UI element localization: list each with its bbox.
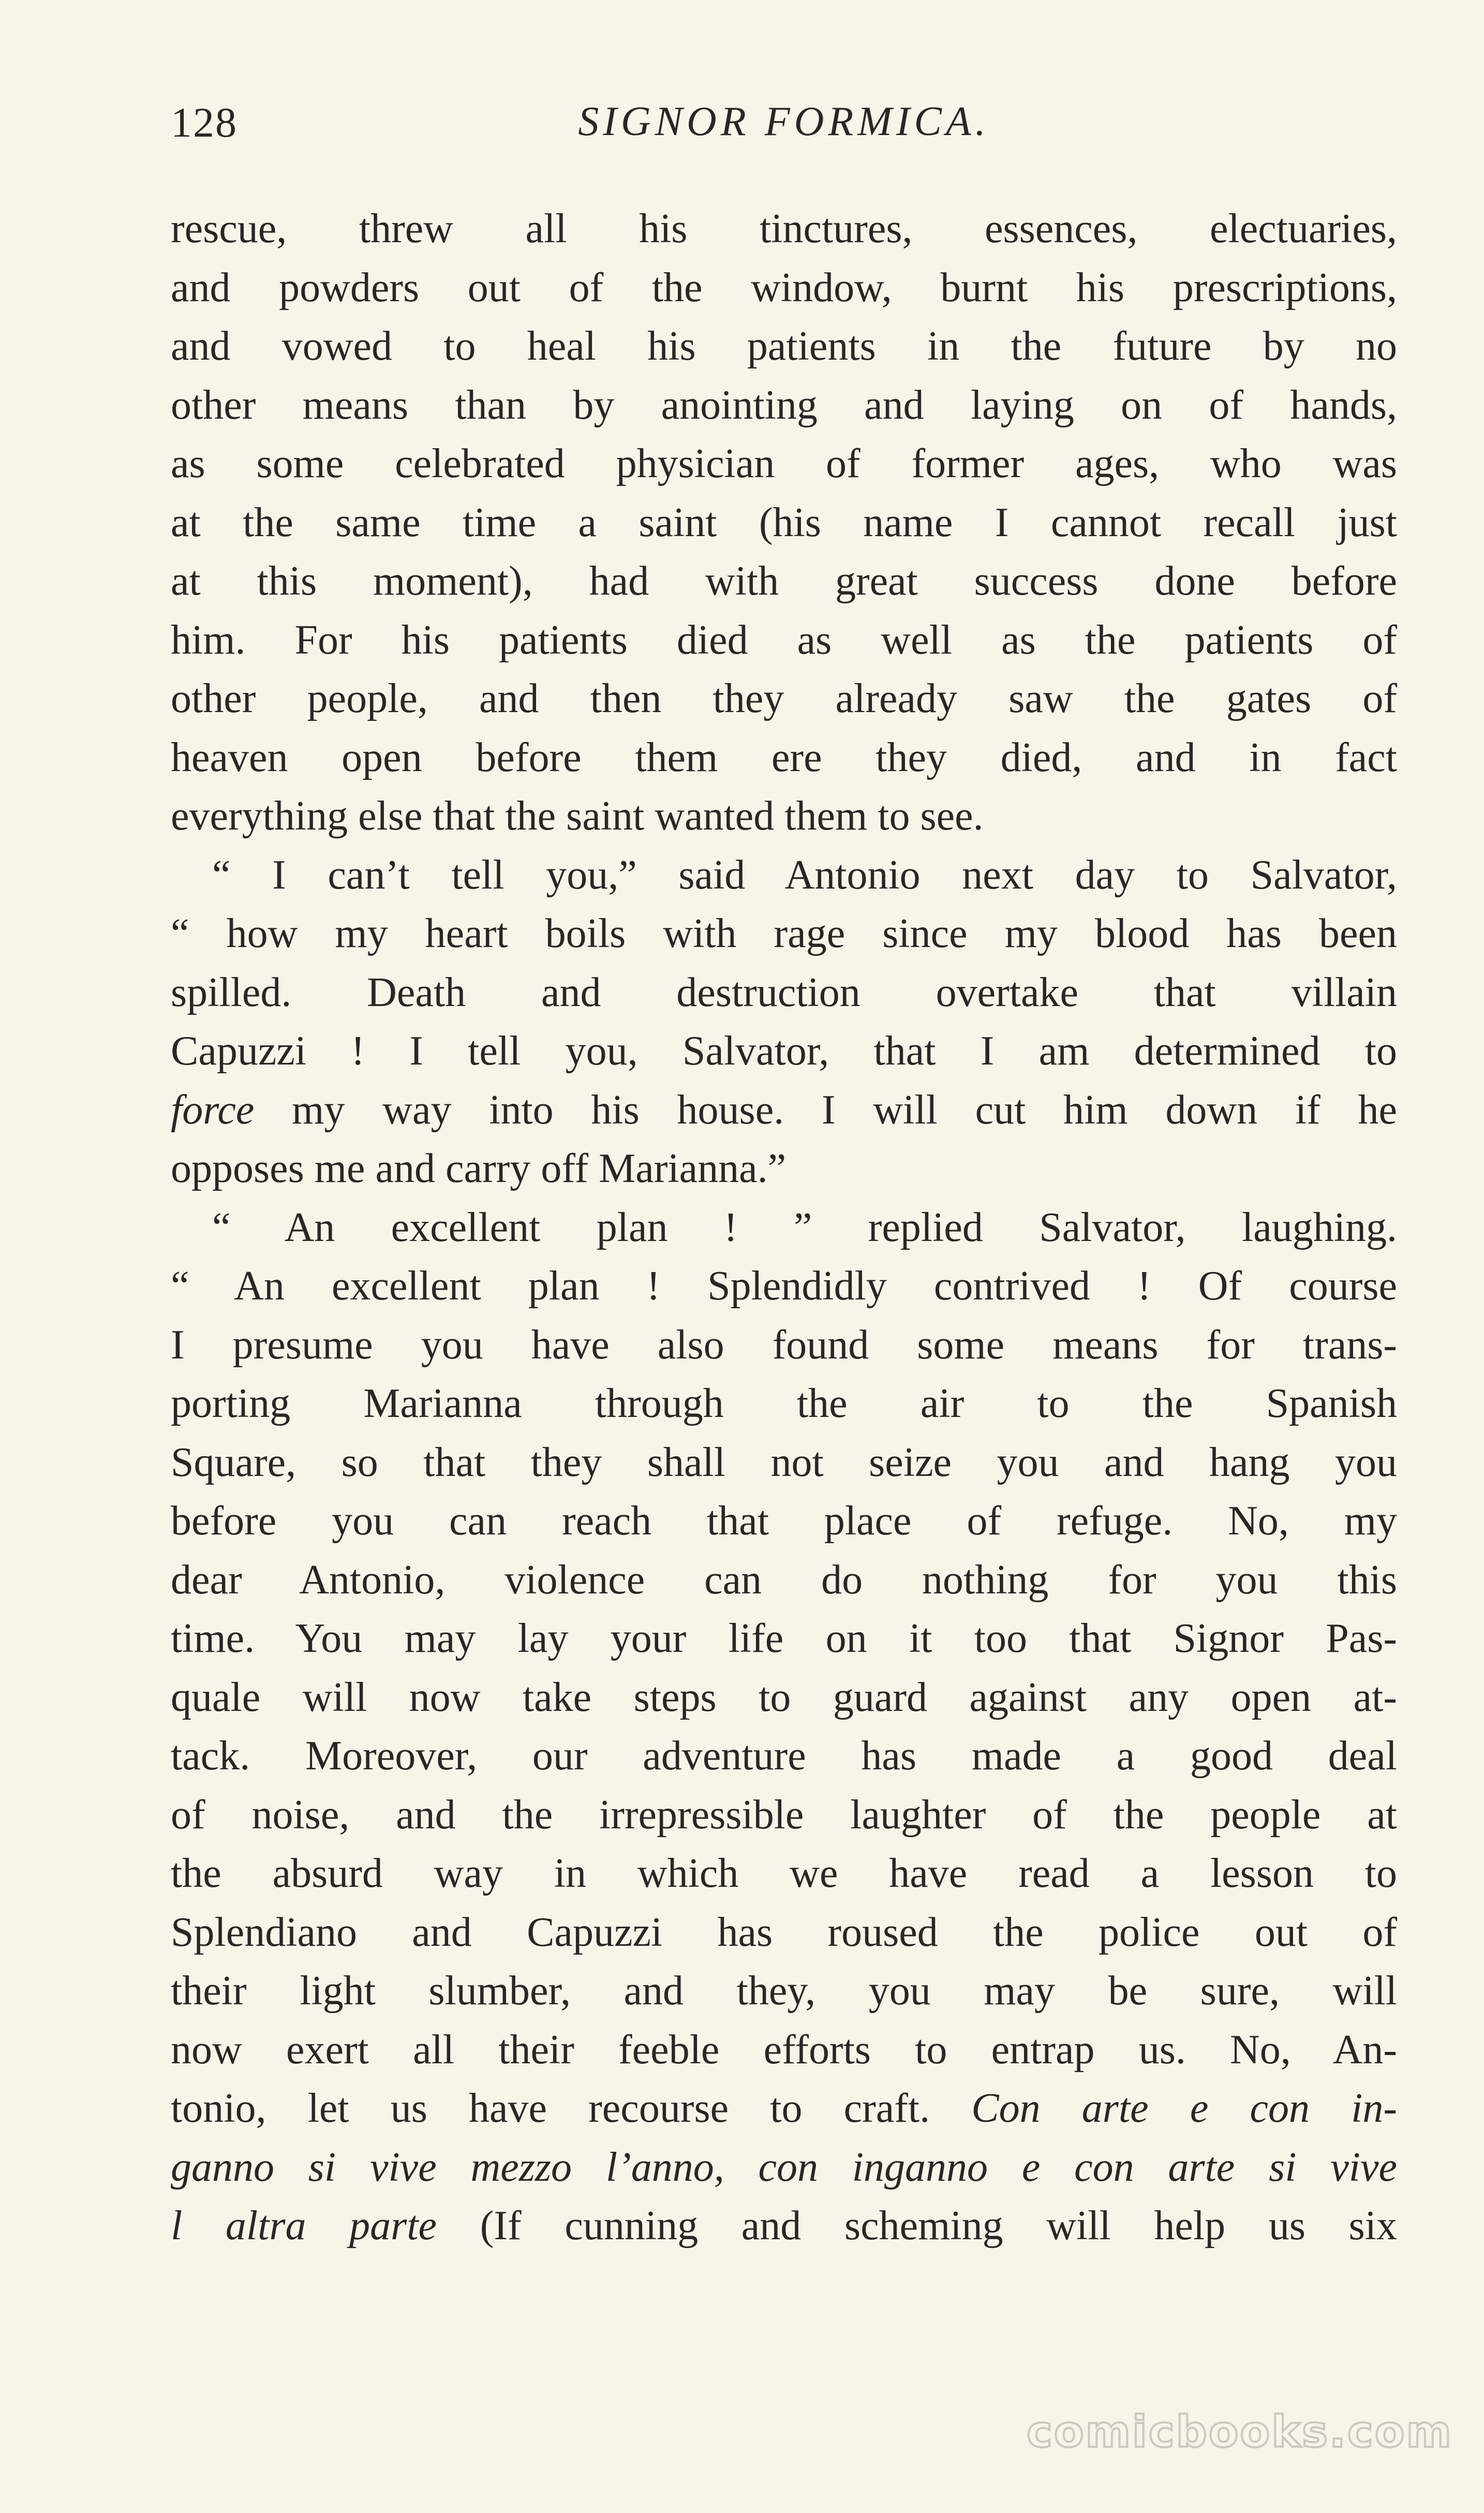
text-line: “ I can’t tell you,” said Antonio next day to Salvator,: [212, 852, 1397, 898]
italic-text: ganno si vive mezzo l’anno, con inganno e con arte si vive: [171, 2144, 1397, 2190]
text-line: at this moment), had with great success done before: [171, 558, 1397, 604]
watermark: comicbooks.com: [1027, 2406, 1453, 2457]
text-line: “ how my heart boils with rage since my blood has been: [171, 911, 1397, 956]
text-line: opposes me and carry off Marianna.”: [171, 1146, 786, 1191]
text-line: at the same time a saint (his name I cannot recall just: [171, 499, 1397, 545]
text-line: before you can reach that place of refuge. No, my: [171, 1498, 1397, 1544]
text-line: now exert all their feeble efforts to entrap us. No, An-: [171, 2027, 1397, 2073]
text-line: of noise, and the irrepressible laughter of the people at: [171, 1792, 1397, 1838]
text-line: him. For his patients died as well as the patients of: [171, 617, 1397, 663]
text-line: Square, so that they shall not seize you and hang you: [171, 1439, 1397, 1485]
italic-text: force: [171, 1087, 255, 1133]
text-line: tack. Moreover, our adventure has made a good deal: [171, 1733, 1397, 1779]
text-line: other means than by anointing and laying on of hands,: [171, 382, 1397, 428]
text-line: spilled. Death and destruction overtake that villain: [171, 969, 1397, 1015]
text-line: I presume you have also found some means for trans-: [171, 1322, 1397, 1368]
text-line: time. You may lay your life on it too that Signor Pas-: [171, 1616, 1397, 1661]
text-line: everything else that the saint wanted them to see.: [171, 793, 984, 839]
page-header: [171, 98, 1397, 160]
text-line: force my way into his house. I will cut him down if he: [171, 1087, 1397, 1133]
text-line: Capuzzi ! I tell you, Salvator, that I am determined to: [171, 1028, 1397, 1074]
running-title: SIGNOR FORMICA.: [578, 99, 990, 144]
text-line: and powders out of the window, burnt his prescriptions,: [171, 264, 1397, 311]
text-line: l altra parte (If cunning and scheming will help us six: [171, 2203, 1397, 2249]
text-line: and vowed to heal his patients in the future by no: [171, 323, 1397, 369]
text-line: their light slumber, and they, you may be sure, will: [171, 1968, 1397, 2014]
text-line: quale will now take steps to guard against any open at-: [171, 1674, 1397, 1720]
text-line: “ An excellent plan ! ” replied Salvator, laughing.: [212, 1204, 1397, 1250]
text-line: Splendiano and Capuzzi has roused the police out of: [171, 1909, 1397, 1955]
text-line: “ An excellent plan ! Splendidly contrived ! Of course: [171, 1263, 1397, 1309]
text-line: tonio, let us have recourse to craft. Con arte e con in-: [171, 2086, 1398, 2131]
text-line: as some celebrated physician of former ages, who was: [171, 441, 1397, 486]
italic-text: l altra parte: [171, 2203, 437, 2249]
text-line: heaven open before them ere they died, and in fact: [171, 734, 1397, 780]
text-line: other people, and then they already saw the gates of: [171, 676, 1397, 721]
text-line: rescue, threw all his tinctures, essences, electuaries,: [171, 206, 1397, 252]
page-number: 128: [171, 99, 238, 146]
text-line: dear Antonio, violence can do nothing for you this: [171, 1557, 1397, 1603]
italic-text: Con arte e con in-: [971, 2086, 1398, 2131]
body-text: [171, 200, 1397, 2256]
text-line: [171, 2138, 1397, 2197]
text-line: porting Marianna through the air to the Spanish: [171, 1381, 1397, 1426]
text-line: the absurd way in which we have read a lesson to: [171, 1851, 1397, 1896]
